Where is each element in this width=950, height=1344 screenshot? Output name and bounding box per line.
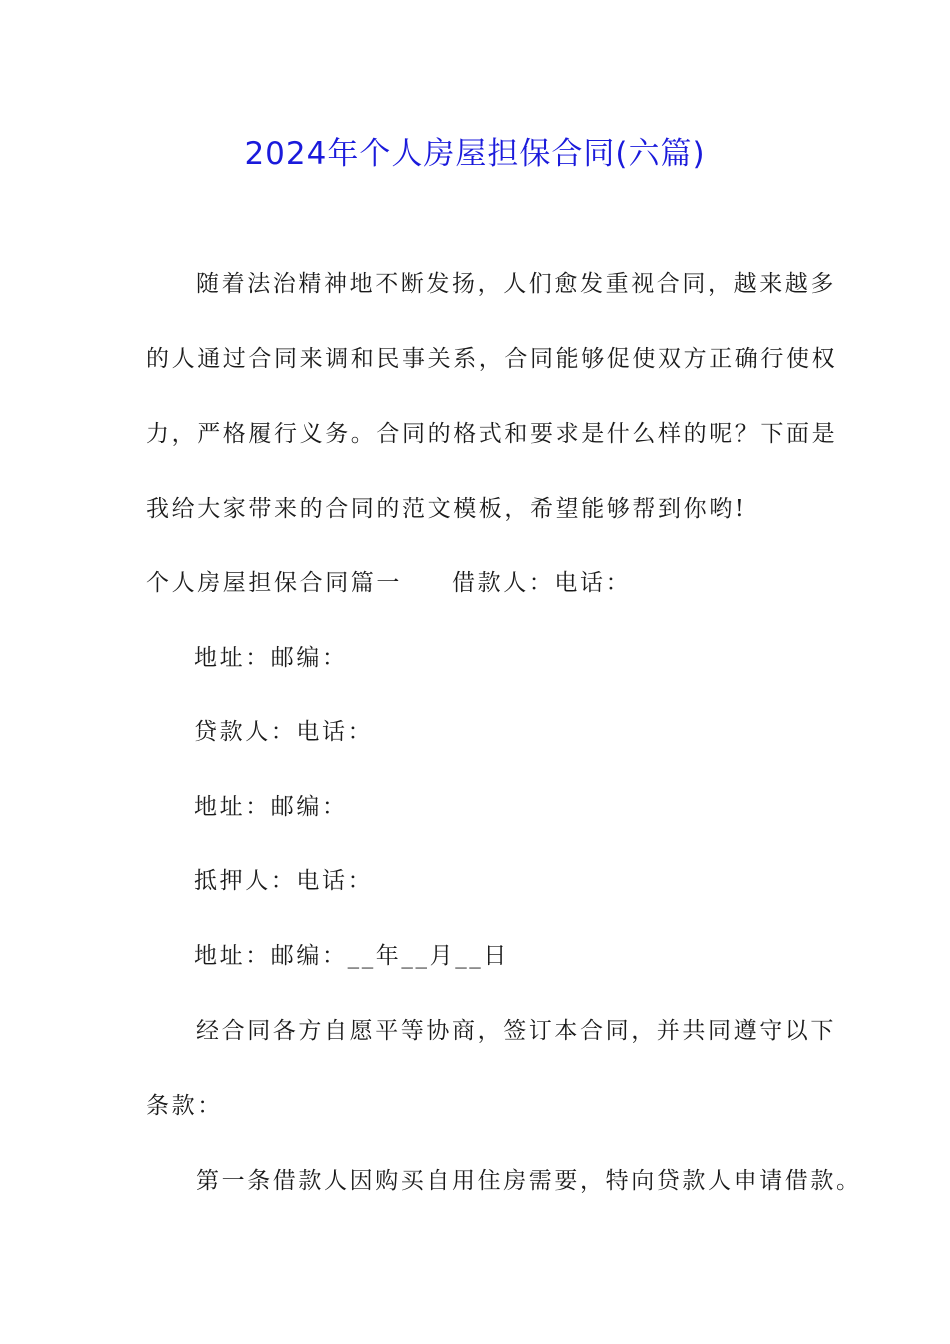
borrower-address-field: 地址：邮编： xyxy=(194,645,348,671)
borrower-field: 借款人：电话： xyxy=(452,570,632,596)
lender-address-field: 地址：邮编： xyxy=(194,794,348,820)
agreement-line-2: 条款： xyxy=(146,1093,223,1119)
section-heading-line xyxy=(146,568,631,598)
mortgagor-field: 抵押人：电话： xyxy=(194,868,374,894)
article-1: 第一条借款人因购买自用住房需要，特向贷款人申请借款。 xyxy=(196,1168,862,1194)
intro-paragraph-line-4: 我给大家带来的合同的范文模板，希望能够帮到你哟! xyxy=(146,496,747,522)
section-heading: 个人房屋担保合同篇一 xyxy=(146,570,402,596)
mortgagor-address-date-field: 地址：邮编：__年__月__日 xyxy=(194,943,509,969)
agreement-line-1: 经合同各方自愿平等协商，签订本合同，并共同遵守以下 xyxy=(196,1018,836,1044)
intro-paragraph-line-1: 随着法治精神地不断发扬，人们愈发重视合同，越来越多 xyxy=(196,271,836,297)
document-title: 2024年个人房屋担保合同(六篇) xyxy=(244,136,706,172)
intro-paragraph-line-2: 的人通过合同来调和民事关系，合同能够促使双方正确行使权 xyxy=(146,346,838,372)
intro-paragraph-line-3: 力，严格履行义务。合同的格式和要求是什么样的呢？下面是 xyxy=(146,421,838,447)
lender-field: 贷款人：电话： xyxy=(194,719,374,745)
